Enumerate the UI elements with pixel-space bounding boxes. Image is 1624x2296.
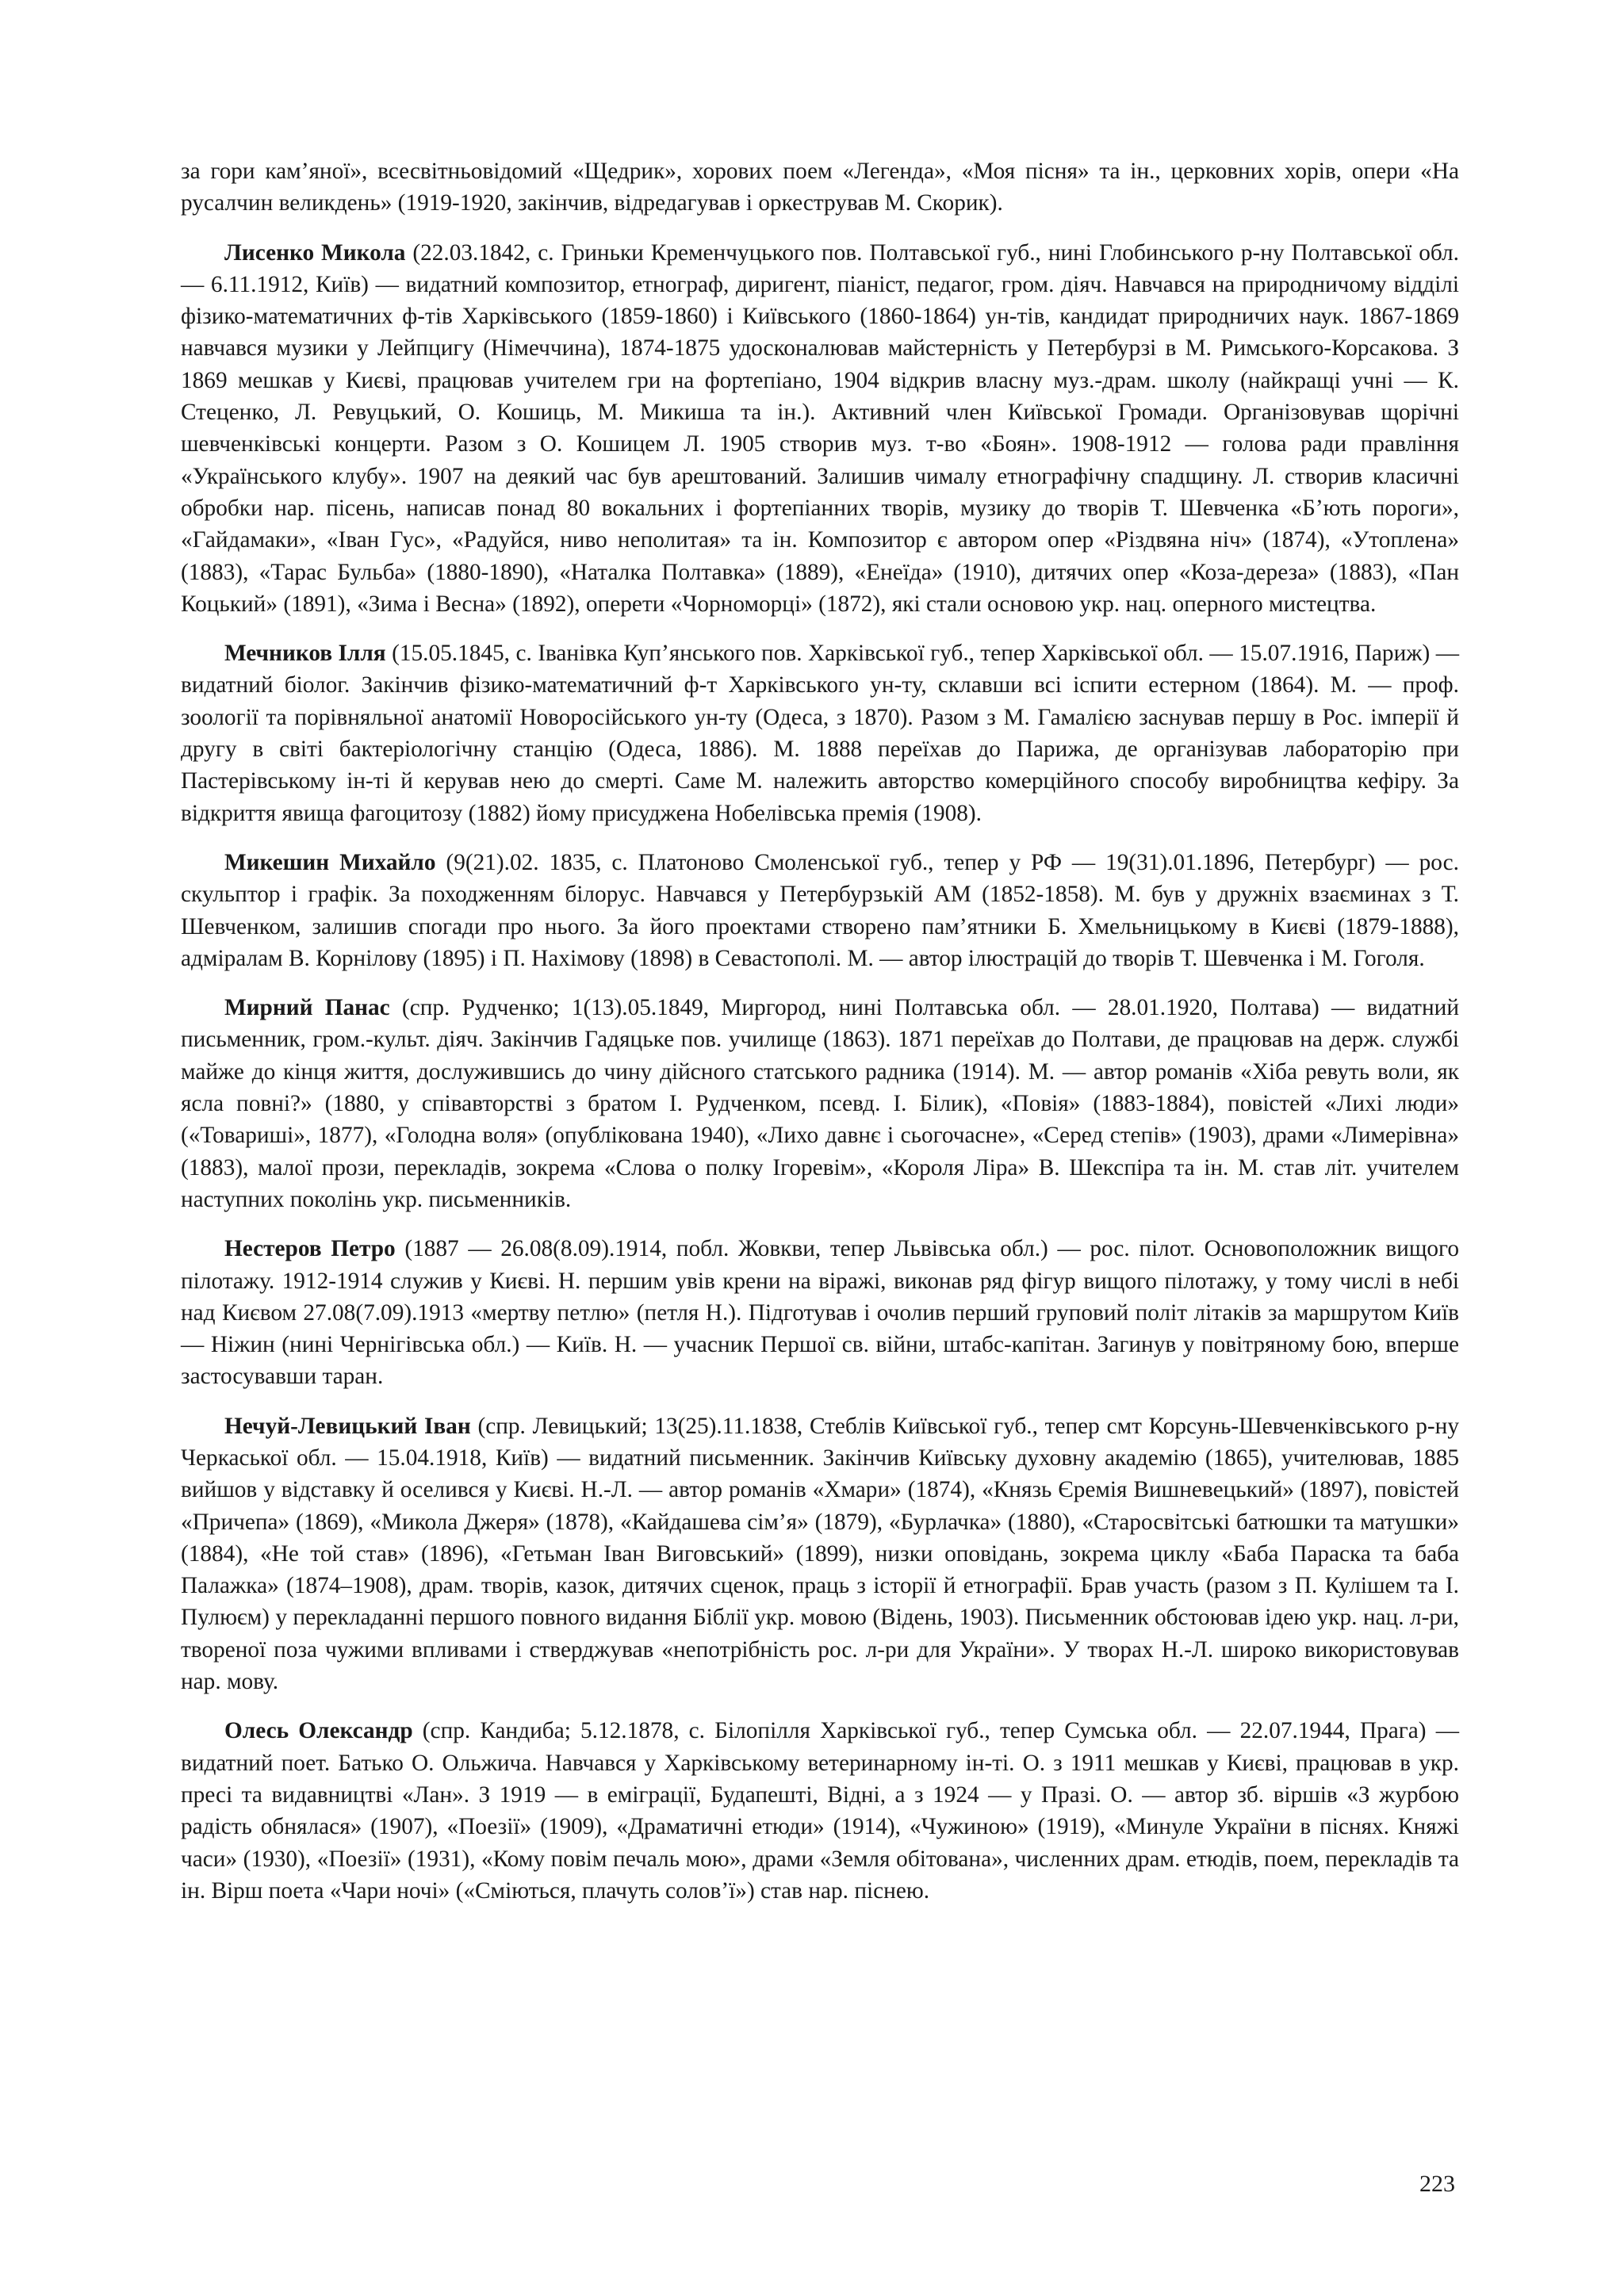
entry-text: (15.05.1845, с. Іванівка Куп’янського пов. Харківської губ., тепер Харківської обл. — 15.07.1916, Париж) — видатний біолог. Закінчив фізико-математичний ф-т Харківського ун-ту, склавши всі іспити естерном (1864). М. — проф. зоології та порівняльної анатомії Новоросійського ун-ту (Одеса, з 1870). Разом з М. Гамалією заснував першу в Рос. імперії й другу в світі бактеріологічну станцію (Одеса, 1886). М. 1888 переїхав до Парижа, де організував лабораторію при Пастерівському ін-ті й керував нею до смерті. Саме М. належить авторство комерційного способу виробництва кефіру. За відкриття явища фагоцитозу (1882) йому присуджена Нобелівська премія (1908). [181,641,1459,826]
entry-name: Нечуй-Левицький Іван [224,1413,471,1439]
entry-name: Мечников Ілля [224,641,386,667]
entry-name: Мирний Панас [224,995,390,1021]
entry-nesterov [181,1233,1459,1392]
entry-name: Олесь Олександр [224,1718,413,1744]
page-number: 223 [1419,2171,1455,2197]
entry-name: Лисенко Микола [224,239,406,266]
page-body [181,155,1459,1924]
entry-oles [181,1715,1459,1907]
entry-text: (1887 — 26.08(8.09).1914, побл. Жовкви, тепер Львівська обл.) — рос. пілот. Основоположник вищого пілотажу. 1912-1914 служив у Києві. Н. першим увів крени на віражі, виконав ряд фігур вищого пілотажу, у тому числі в небі над Києвом 27.08(7.09).1913 «мертву петлю» (петля Н.). Підготував і очолив перший груповий політ літаків за маршрутом Київ — Ніжин (нині Чернігівська обл.) — Київ. Н. — учасник Першої св. війни, штабс-капітан. Загинув у повітряному бою, вперше застосувавши таран. [181,1236,1459,1390]
entry-text: (спр. Кандиба; 5.12.1878, с. Білопілля Харківської губ., тепер Сумська обл. — 22.07.1944, Прага) — видатний поет. Батько О. Ольжича. Навчався у Харківському ветеринарному ін-ті. О. з 1911 мешкав у Києві, працював в укр. пресі та видавництві «Лан». З 1919 — в еміграції, Будапешті, Відні, а з 1924 — у Празі. О. — автор зб. віршів «З журбою радість обнялася» (1907), «Поезії» (1909), «Драматичні етюди» (1914), «Чужиною» (1919), «Минуле України в піснях. Княжі часи» (1930), «Поезії» (1931), «Кому повім печаль мою», драми «Земля обітована», численних драм. етюдів, поем, перекладів та ін. Вірш поета «Чари ночі» («Сміються, плачуть солов’ї») став нар. піснею. [181,1718,1459,1904]
entry-mikeshin [181,847,1459,974]
entry-myrnyi [181,992,1459,1215]
entry-text: (22.03.1842, с. Гриньки Кременчуцького пов. Полтавської губ., нині Глобинського р-ну Полтавської обл. — 6.11.1912, Київ) — видатний композитор, етнограф, диригент, піаніст, педагог, гром. діяч. Навчався на природничому відділі фізико-математичних ф-тів Харківського (1859-1860) і Київського (1860-1864) ун-тів, кандидат природничих наук. 1867-1869 навчався музики у Лейпцигу (Німеччина), 1874-1875 удосконалював майстерність у Петербурзі в М. Римського-Корсакова. З 1869 мешкав у Києві, працював учителем гри на фортепіано, 1904 відкрив власну муз.-драм. школу (найкращі учні — К. Стеценко, Л. Ревуцький, О. Кошиць, М. Микиша та ін.). Активний член Київської Громади. Організовував щорічні шевченківські концерти. Разом з О. Кошицем Л. 1905 створив муз. т-во «Боян». 1908-1912 — голова ради правління «Українського клубу». 1907 на деякий час був арештований. Залишив чималу етнографічну спадщину. Л. створив класичні обробки нар. пісень, написав понад 80 вокальних і фортепіанних творів, музику до творів Т. Шевченка «Б’ють пороги», «Гайдамаки», «Іван Гус», «Радуйся, ниво неполитая» та ін. Композитор є автором опер «Різдвяна ніч» (1874), «Утоплена» (1883), «Тарас Бульба» (1880-1890), «Наталка Полтавка» (1889), «Енеїда» (1910), дитячих опер «Коза-дереза» (1883), «Пан Коцький» (1891), «Зима і Весна» (1892), оперети «Чорноморці» (1872), які стали основою укр. нац. оперного мистецтва. [181,239,1459,617]
intro-paragraph: за гори кам’яної», всесвітньовідомий «Щедрик», хорових поем «Легенда», «Моя пісня» та ін., церковних хорів, опери «На русалчин великдень» (1919-1920, закінчив, відредагував і оркестрував М. Скорик). [181,159,1459,216]
entry-text: (спр. Левицький; 13(25).11.1838, Стеблів Київської губ., тепер смт Корсунь-Шевченківського р-ну Черкаської обл. — 15.04.1918, Київ) — видатний письменник. Закінчив Київську духовну академію (1865), учителював, 1885 вийшов у відставку й оселився у Києві. Н.-Л. — автор романів «Хмари» (1874), «Князь Єремія Вишневецький» (1897), повістей «Причепа» (1869), «Микола Джеря» (1878), «Кайдашева сім’я» (1879), «Бурлачка» (1880), «Старосвітські батюшки та матушки» (1884), «Не той став» (1896), «Гетьман Іван Виговський» (1899), низки оповідань, зокрема циклу «Баба Параска та баба Палажка» (1874–1908), драм. творів, казок, дитячих сценок, праць з історії й етнографії. Брав участь (разом з П. Кулішем та І. Пулюєм) у перекладанні першого повного видання Біблії укр. мовою (Відень, 1903). Письменник обстоював ідею укр. нац. л-ри, твореної поза чужими впливами і стверджував «непотрібність рос. л-ри для України». У творах Н.-Л. широко використовував нар. мову. [181,1413,1459,1695]
entry-text: (9(21).02. 1835, с. Платоново Смоленської губ., тепер у РФ — 19(31).01.1896, Петербург) — рос. скульптор і графік. За походженням білорус. Навчався у Петербурзькій АМ (1852-1858). М. був у дружніх взаєминах з Т. Шевченком, залишив спогади про нього. За його проектами створено пам’ятники Б. Хмельницькому в Києві (1879-1888), адміралам В. Корнілову (1895) і П. Нахімову (1898) в Севастополі. М. — автор ілюстрацій до творів Т. Шевченка і М. Гоголя. [181,849,1459,971]
entry-lysenko [181,237,1459,621]
entry-name: Микешин Михайло [224,849,436,875]
entry-text: (спр. Рудченко; 1(13).05.1849, Миргород, нині Полтавська обл. — 28.01.1920, Полтава) — видатний письменник, гром.-культ. діяч. Закінчив Гадяцьке пов. училище (1863). 1871 переїхав до Полтави, де працював на держ. службі майже до кінця життя, дослужившись до чину дійсного статського радника (1914). М. — автор романів «Хіба ревуть воли, як ясла повні?» (1880, у співавторстві з братом І. Рудченком, псевд. І. Білик), «Повія» (1883-1884), повістей «Лихі люди» («Товариші», 1877), «Голодна воля» (опублікована 1940), «Лихо давнє і сьогочасне», «Серед степів» (1903), драми «Лимерівна» (1883), малої прози, перекладів, зокрема «Слова о полку Ігоревім», «Короля Ліра» В. Шекспіра та ін. М. став літ. учителем наступних поколінь укр. письменників. [181,995,1459,1212]
entry-name: Нестеров Петро [224,1236,396,1262]
entry-mechnikov [181,637,1459,829]
entry-nechui-levytskyi [181,1410,1459,1698]
